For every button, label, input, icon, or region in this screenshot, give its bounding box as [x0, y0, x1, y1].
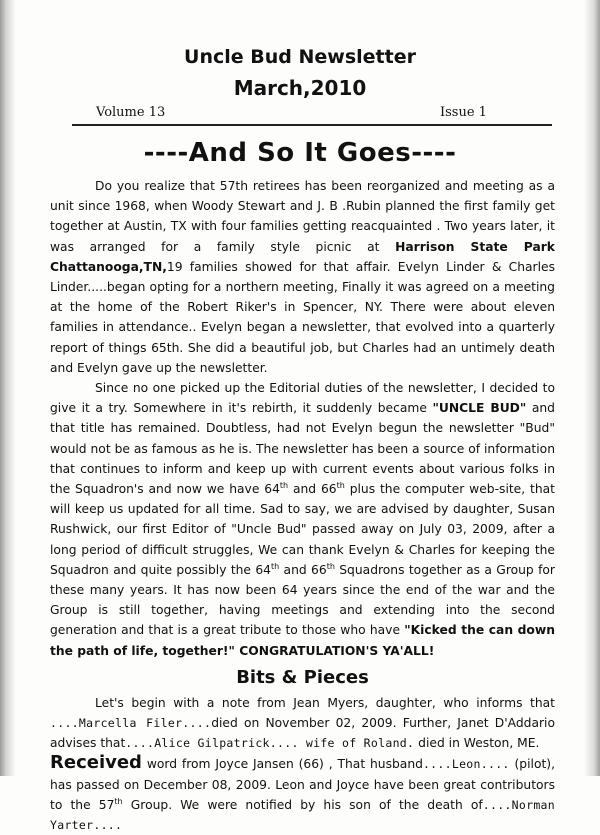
handwritten-name-norman: ....Norman Yarter.... — [50, 797, 556, 833]
received-lead-word: Received — [50, 752, 142, 774]
newsletter-date: March,2010 — [233, 76, 367, 100]
p1-text-a: Do you realize that 57th retirees has been reorganized and meeting as a unit since 1968, when Woody Stewart and J. B .Rubin planned the first family get together at Austin, TX with four families getting reacquainted . Two years later, it was arranged for a family style picnic at — [50, 179, 555, 254]
masthead — [0, 44, 600, 102]
p1-text-b: 19 families showed for that affair. Evelyn Linder & Charles Linder.....began opting for a northern meeting, Finally it was agreed on a meeting at the home of the Robert Riker's in Spencer, NY. There were about eleven families in attendance.. Evelyn began a newsletter, that evolved into a quarterly report of things 65th. She did a beautiful job, but Charles had an untimely death and Evelyn gave up the newsletter. — [50, 259, 555, 375]
sup-th: th — [279, 480, 289, 490]
paragraph-bits — [50, 693, 555, 754]
issue-label: Issue 1 — [440, 105, 487, 120]
park-name: Harrison State Park Chattanooga,TN, — [50, 239, 555, 274]
sup-th: th — [114, 796, 123, 806]
bits-text-a: Let's begin with a note from Jean Myers, daughter, who informs that — [95, 695, 555, 710]
section-heading-bits-pieces: Bits & Pieces — [236, 666, 369, 688]
article-body — [50, 176, 555, 835]
received-text-c: Group. We were notified by his son of the death of — [122, 797, 483, 812]
page-edge-shadow-left — [0, 0, 16, 776]
paragraph-editorial — [50, 378, 555, 661]
kicked-the-can-quote: "Kicked the can down the path of life, together!" CONGRATULATION'S YA'ALL! — [50, 623, 555, 658]
p2-text-a: Since no one picked up the Editorial duties of the newsletter, I decided to give it a try. Somewhere in it's rebirth, it suddenly became — [50, 381, 555, 416]
received-text-b: (pilot), has passed on December 08, 2009. Leon and Joyce have been great contributors to the 57 — [50, 757, 555, 812]
received-text-a: word from Joyce Jansen (66) , That husband — [141, 757, 423, 772]
sup-th: th — [326, 561, 335, 571]
volume-label: Volume 13 — [96, 105, 166, 120]
page-edge-shadow-right — [584, 0, 600, 776]
handwritten-name-marcella: ....Marcella Filer.... — [50, 716, 212, 731]
p2-text-f: Squadrons together as a Group for these many years. It has now been 64 years since the end of the war and the Group is still together, having meetings and extending into the second generation and that is a great tribute to those who have — [50, 562, 555, 638]
p2-text-c: and 66 — [288, 482, 337, 497]
p2-text-d: plus the computer web-site, that will keep us updated for all time. Sad to say, we are advised by daughter, Susan Rushwick, our first Editor of "Uncle Bud" passed away on July 03, 2009, after a long period of difficult struggles, We can thank Evelyn & Charles for keeping the Squadron and quite possibly the 64 — [50, 482, 555, 577]
paragraph-history — [50, 176, 555, 378]
uncle-bud-name: "UNCLE BUD" — [432, 401, 527, 416]
paragraph-received — [50, 753, 555, 835]
newsletter-title: Uncle Bud Newsletter — [184, 46, 416, 68]
handwritten-name-alice: ....Alice Gilpatrick.... wife of Roland. — [125, 736, 415, 751]
bits-text-c: died in Weston, ME. — [414, 736, 540, 751]
p2-text-b: and that title has remained. Doubtless, had not Evelyn begun the newsletter "Bud" would not be as famous as he is. The newsletter has been a source of information that continues to inform and keep up with current events about various folks in the Squadron's and now we have 64 — [50, 401, 555, 497]
handwritten-name-leon: ....Leon.... — [422, 757, 510, 772]
header-rule — [72, 124, 552, 126]
p2-text-e: and 66 — [279, 562, 327, 577]
article-headline: ----And So It Goes---- — [143, 138, 457, 168]
sup-th: th — [336, 480, 345, 490]
sup-th: th — [271, 561, 280, 571]
bits-text-b: died on November 02, 2009. Further, Janet D'Addario advises that — [50, 716, 555, 751]
